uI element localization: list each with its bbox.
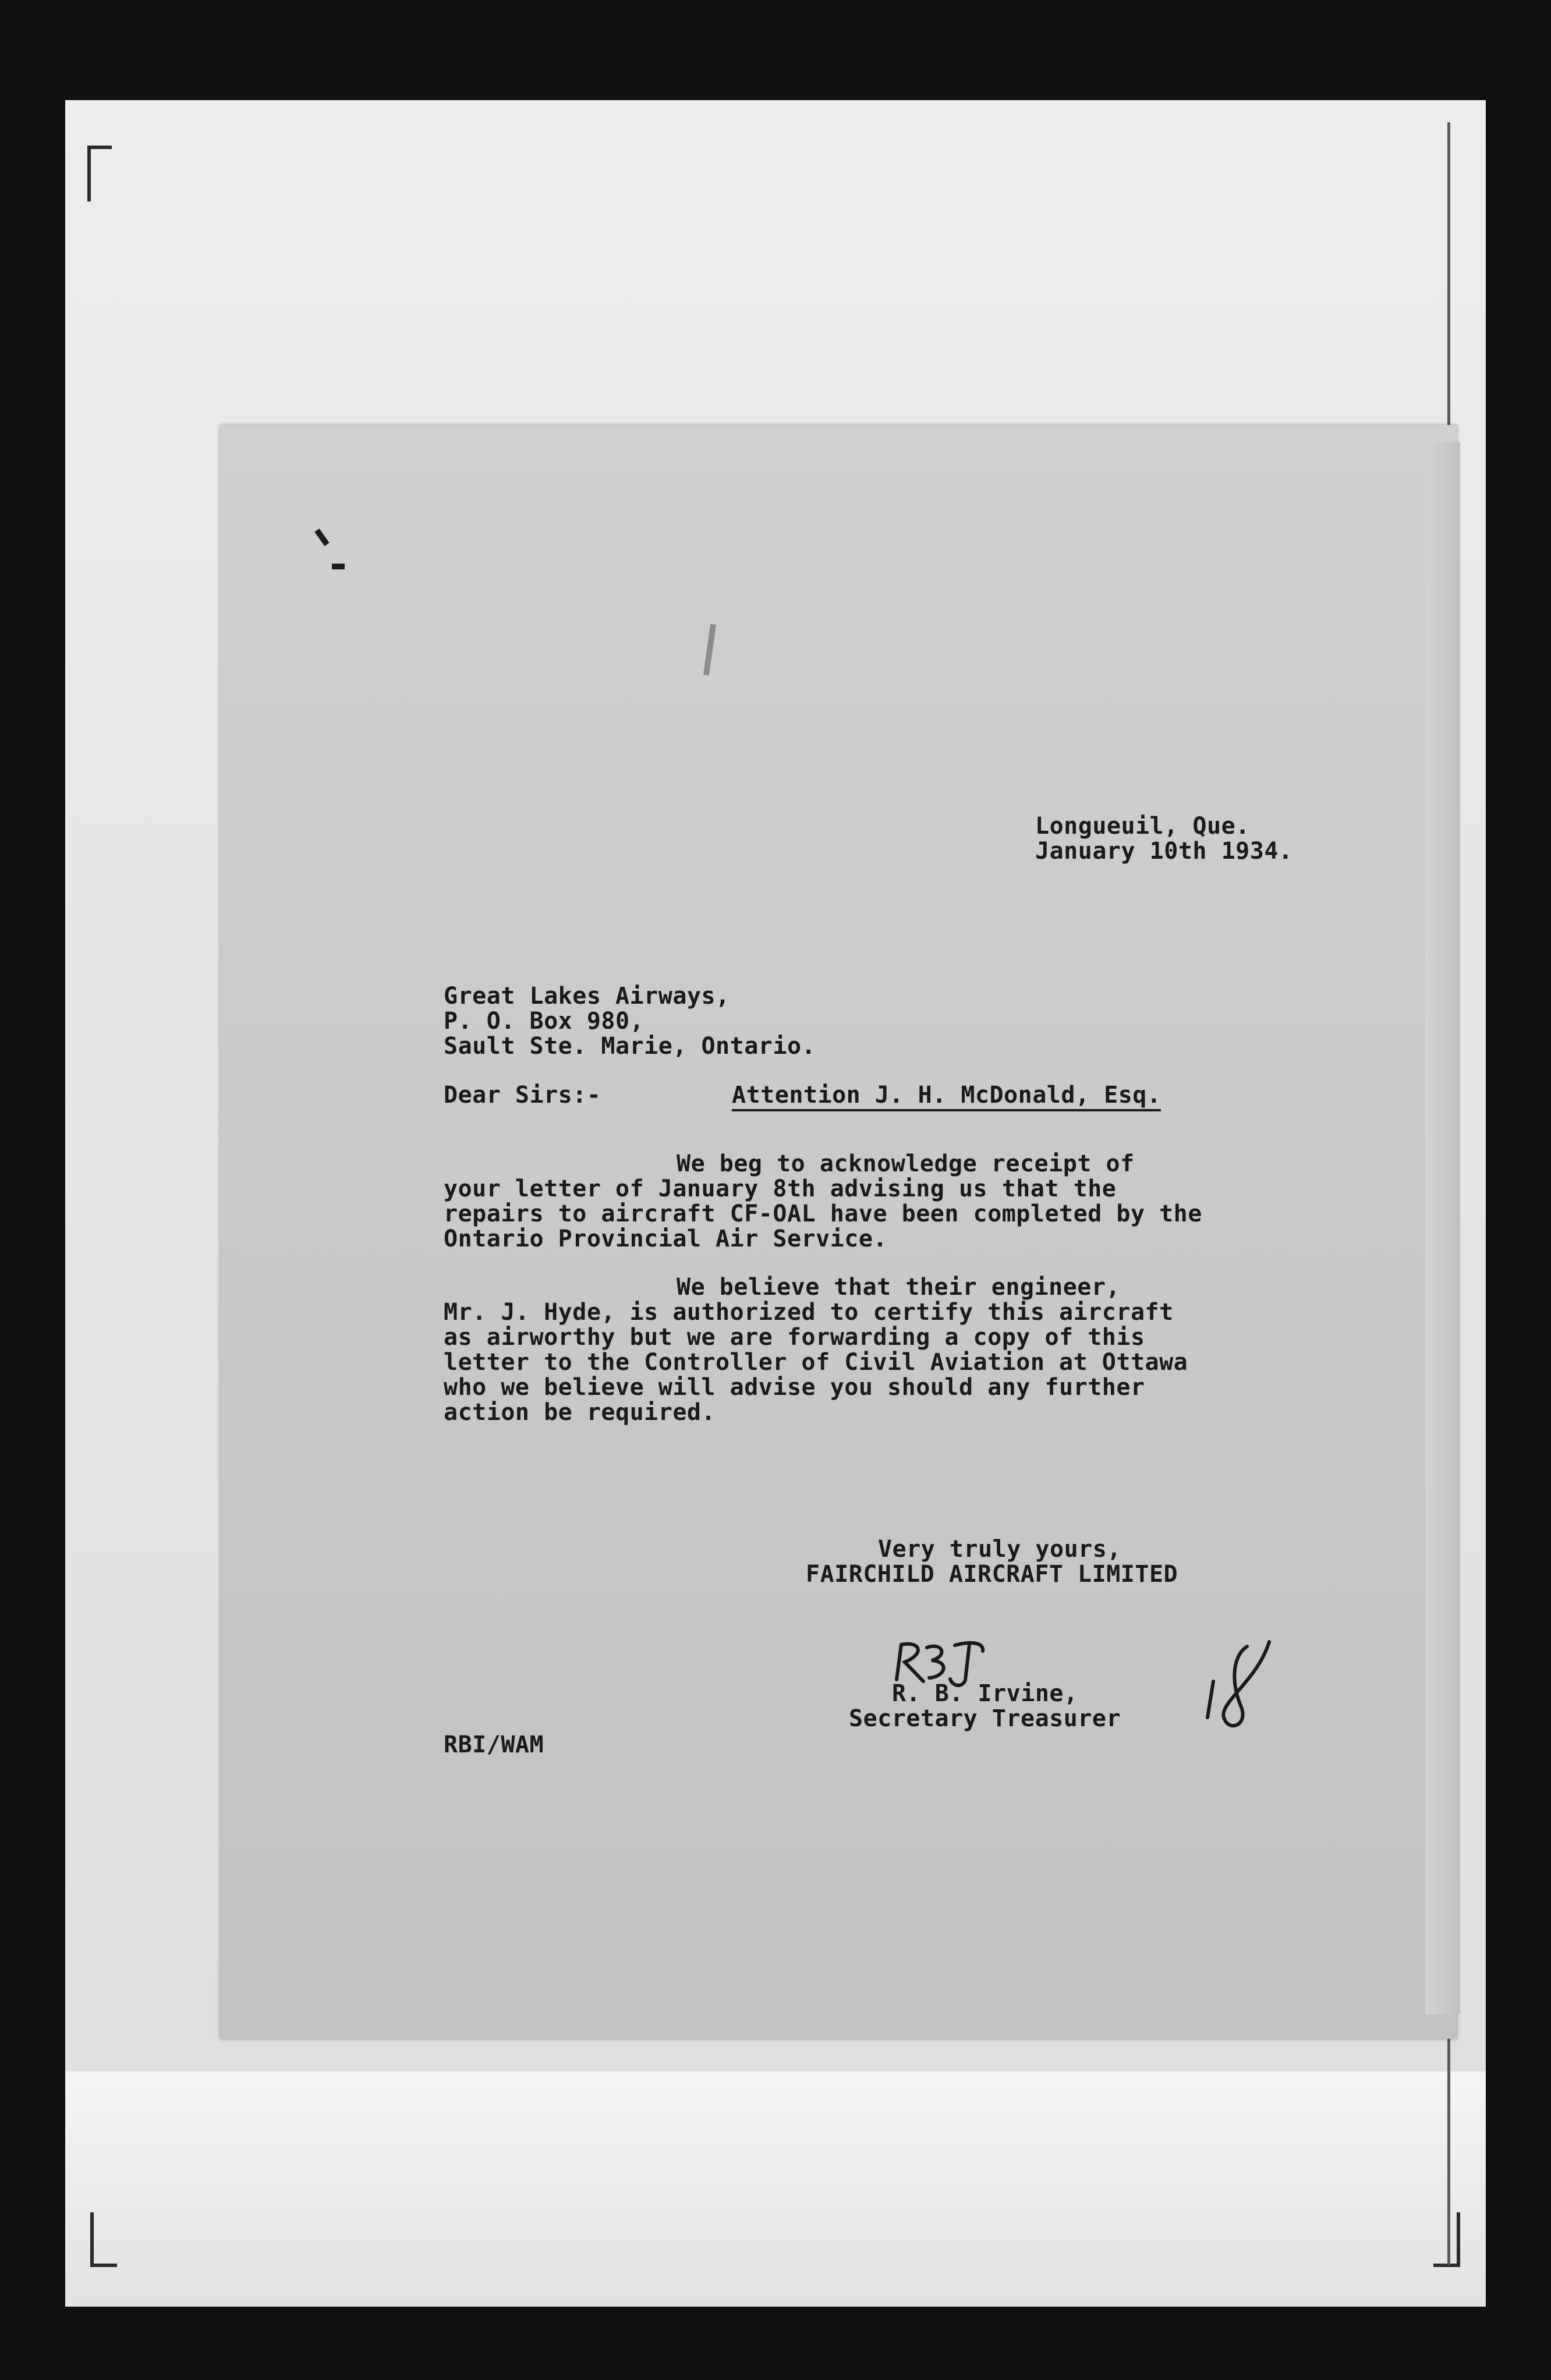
corner-mark-bottom-right-horizontal [1433, 2264, 1460, 2267]
paragraph2-line4: letter to the Controller of Civil Aviation at Ottawa [444, 1349, 1188, 1376]
paragraph2-line5: who we believe will advise you should any further [444, 1374, 1145, 1401]
reference-initials: RBI/WAM [444, 1731, 544, 1758]
attention-line: Attention J. H. McDonald, Esq. [732, 1083, 1161, 1111]
letter-page-edge [1425, 442, 1460, 2014]
corner-mark-bottom-left-vertical [90, 2212, 94, 2267]
stray-mark [332, 564, 345, 569]
paragraph1-line4: Ontario Provincial Air Service. [444, 1226, 888, 1252]
signer-name: R. B. Irvine, [892, 1680, 1078, 1707]
closing: Very truly yours, [878, 1536, 1121, 1563]
corner-mark-bottom-left-horizontal [90, 2264, 117, 2267]
handwritten-number [1194, 1630, 1287, 1747]
corner-mark-bottom-right-vertical [1457, 2212, 1460, 2267]
company-name: FAIRCHILD AIRCRAFT LIMITED [806, 1561, 1178, 1588]
paragraph1-line2: your letter of January 8th advising us that the [444, 1175, 1117, 1202]
salutation: Dear Sirs:- [444, 1082, 601, 1108]
recipient-city: Sault Ste. Marie, Ontario. [444, 1033, 816, 1060]
letter-date: January 10th 1934. [1035, 838, 1293, 865]
paragraph1-line1: We beg to acknowledge receipt of [677, 1150, 1135, 1177]
paragraph2-line3: as airworthy but we are forwarding a copy of this [444, 1324, 1145, 1351]
paragraph2-line1: We believe that their engineer, [677, 1274, 1121, 1301]
mount-lower-band [65, 2071, 1486, 2307]
recipient-name: Great Lakes Airways, [444, 983, 730, 1010]
paragraph1-line3: repairs to aircraft CF-OAL have been completed by the [444, 1200, 1202, 1227]
signer-title: Secretary Treasurer [849, 1705, 1121, 1732]
letter-place: Longueuil, Que. [1035, 813, 1250, 840]
corner-mark-top-left-vertical [87, 146, 91, 201]
recipient-po-box: P. O. Box 980, [444, 1008, 645, 1035]
paragraph2-line2: Mr. J. Hyde, is authorized to certify this aircraft [444, 1299, 1174, 1326]
corner-mark-top-left-horizontal [87, 146, 112, 149]
paragraph2-line6: action be required. [444, 1399, 716, 1426]
